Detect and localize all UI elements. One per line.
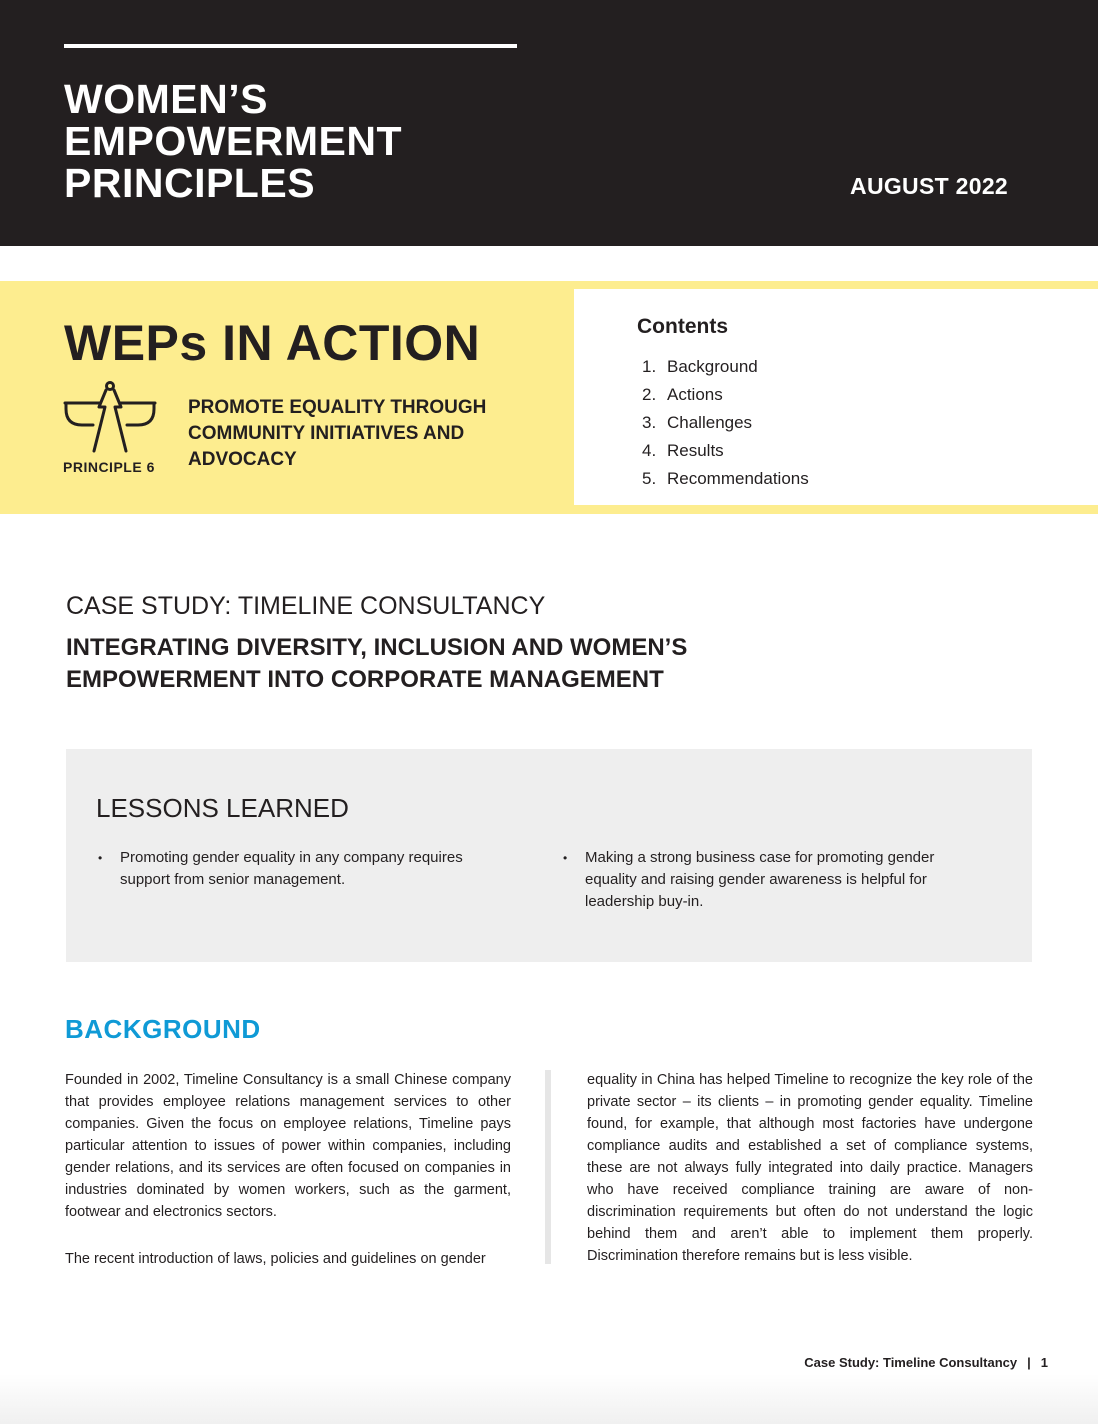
principle-statement-line: ADVOCACY bbox=[188, 449, 297, 470]
contents-item-number: 4. bbox=[642, 441, 657, 460]
brand-title-line: WOMEN’S bbox=[64, 76, 268, 122]
contents-list bbox=[642, 353, 809, 493]
contents-item-actions[interactable] bbox=[642, 381, 809, 409]
brand-title bbox=[64, 78, 402, 204]
bottom-shade bbox=[0, 1374, 1098, 1424]
principle-statement bbox=[188, 395, 528, 473]
background-column-left bbox=[65, 1069, 511, 1295]
lesson-item: • Promoting gender equality in any company requires support from senior management. bbox=[96, 847, 500, 891]
page-footer bbox=[804, 1355, 1048, 1370]
principle-statement-line: COMMUNITY INITIATIVES AND bbox=[188, 423, 465, 444]
lessons-title: LESSONS LEARNED bbox=[96, 793, 349, 823]
body-paragraph: The recent introduction of laws, policies and guidelines on gender bbox=[65, 1251, 486, 1267]
band-title: WEPs IN ACTION bbox=[64, 315, 481, 371]
scales-figure-icon bbox=[62, 381, 158, 455]
case-study-title-line: EMPOWERMENT INTO CORPORATE MANAGEMENT bbox=[66, 666, 664, 693]
contents-panel bbox=[574, 289, 1098, 505]
header-rule bbox=[64, 44, 517, 48]
contents-item-number: 3. bbox=[642, 413, 657, 432]
page-number: 1 bbox=[1040, 1355, 1048, 1370]
principle-statement-line: PROMOTE EQUALITY THROUGH bbox=[188, 397, 487, 418]
contents-item-challenges[interactable] bbox=[642, 409, 809, 437]
issue-date: AUGUST 2022 bbox=[850, 173, 1008, 199]
case-study-title-line: INTEGRATING DIVERSITY, INCLUSION AND WOMEN’S bbox=[66, 634, 688, 661]
background-column-right bbox=[587, 1069, 1033, 1292]
contents-item-label: Actions bbox=[667, 385, 723, 404]
contents-item-number: 5. bbox=[642, 469, 657, 488]
contents-item-label: Results bbox=[667, 441, 724, 460]
contents-item-number: 1. bbox=[642, 357, 657, 376]
lesson-item: • Making a strong business case for promoting gender equality and raising gender awareness is helpful for leadership buy-in. bbox=[561, 847, 965, 913]
case-study-title bbox=[66, 632, 687, 696]
contents-item-number: 2. bbox=[642, 385, 657, 404]
contents-title: Contents bbox=[637, 315, 728, 338]
contents-item-recommendations[interactable] bbox=[642, 465, 809, 493]
header-banner bbox=[0, 0, 1098, 246]
principle-label: PRINCIPLE 6 bbox=[63, 459, 155, 475]
contents-item-label: Challenges bbox=[667, 413, 753, 432]
case-study-label: CASE STUDY: TIMELINE CONSULTANCY bbox=[66, 592, 546, 620]
body-paragraph: Founded in 2002, Timeline Consultancy is a small Chinese company that provides employee relations management services to other companies. Given the focus on employee relations, Timeline pays particular attention to issues of power within companies, including gender relations, and its services are often focused on companies in industries dominated by women workers, such as the garment, footwear and electronics sectors. bbox=[65, 1072, 511, 1220]
footer-doc-title: Case Study: Timeline Consultancy bbox=[804, 1355, 1018, 1370]
contents-item-results[interactable] bbox=[642, 437, 809, 465]
footer-separator: | bbox=[1027, 1355, 1031, 1370]
contents-item-background[interactable] bbox=[642, 353, 809, 381]
column-divider bbox=[545, 1070, 551, 1264]
body-paragraph: equality in China has helped Timeline to recognize the key role of the private sector – its clients – in promoting gender equality. Timeline found, for example, that although most factories have undergone compliance audits and established a set of compliance systems, these are not always fully integrated into daily practice. Managers who have received compliance training are aware of non-discrimination requirements but often do not understand the logic behind them and aren’t able to implement them properly. Discrimination therefore remains but is less visible. bbox=[587, 1072, 1033, 1264]
contents-item-label: Background bbox=[667, 357, 758, 376]
lessons-panel bbox=[66, 749, 1032, 962]
background-heading: BACKGROUND bbox=[65, 1014, 261, 1044]
brand-title-line: PRINCIPLES bbox=[64, 160, 316, 206]
brand-title-line: EMPOWERMENT bbox=[64, 118, 403, 164]
contents-item-label: Recommendations bbox=[667, 469, 809, 488]
